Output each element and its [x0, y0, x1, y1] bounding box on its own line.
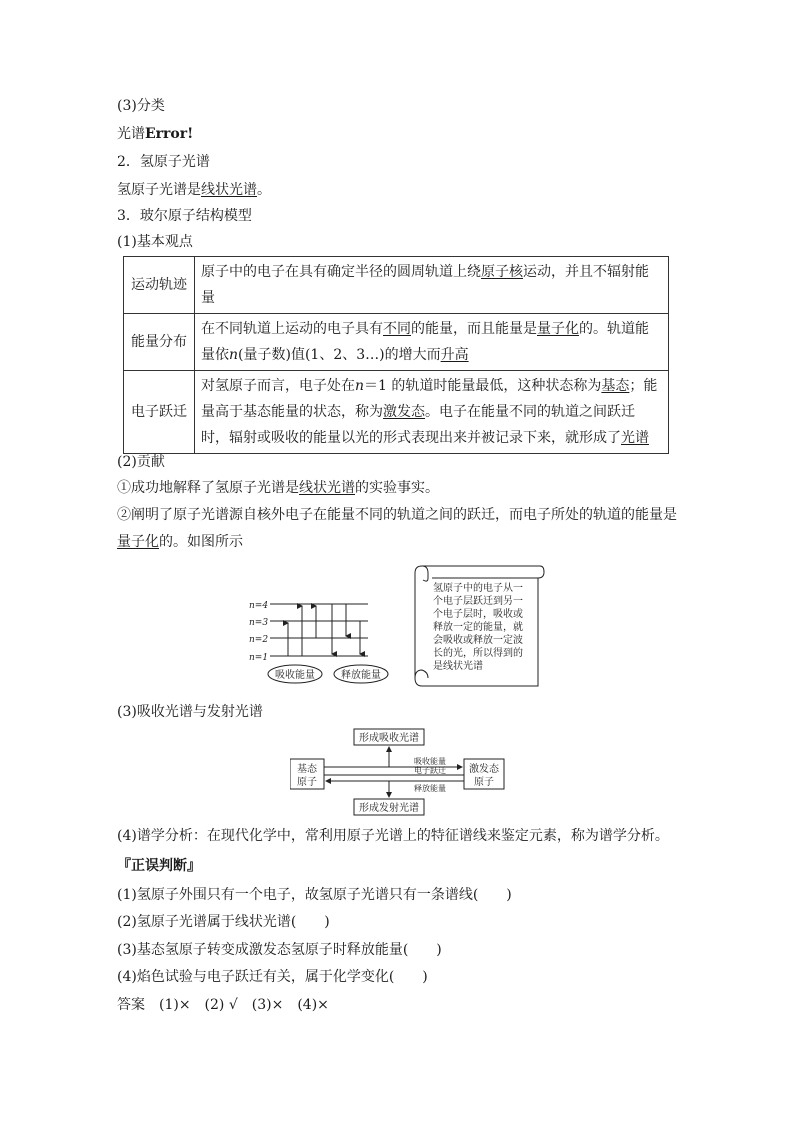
scroll-line: 会吸收或释放一定波 [433, 635, 523, 646]
basic-title: (1)基本观点 [117, 234, 193, 250]
energy-level-figure [240, 560, 550, 690]
top-box-label: 形成吸收光谱 [359, 733, 419, 744]
judge-title: 『正误判断』 [117, 858, 201, 874]
question-4: (4)焰色试验与电子跃迁有关，属于化学变化( ) [117, 969, 428, 985]
section-3b-title: (3)吸收光谱与发射光谱 [117, 704, 263, 720]
answer-line: 答案 (1)× (2) √ (3)× (4)× [117, 997, 329, 1013]
scroll-line: 个电子层时，吸收或 [433, 609, 523, 620]
section-3-title: (3)分类 [117, 98, 165, 114]
scroll-line: 长的光，所以得到的 [433, 648, 523, 659]
jump-label: 电子跃迁 [414, 766, 446, 775]
scroll-line: 个电子层跃迁到另一 [433, 596, 523, 607]
table-row [124, 371, 669, 454]
row-value: 在不同轨道上运动的电子具有不同的能量，而且能量是量子化的。轨道能量依n(量子数)值(1、2、3…)的增大而升高 [195, 314, 669, 371]
spectrum-prefix: 光谱 [117, 126, 145, 142]
level-label: n=3 [249, 618, 269, 628]
table-row [124, 314, 669, 371]
contrib-2-line1: ②阐明了原子光谱源自核外电子在能量不同的轨道之间的跃迁，而电子所处的轨道的能量是 [117, 507, 677, 523]
row-key: 电子跃迁 [124, 371, 195, 454]
bottom-box-label: 形成发射光谱 [359, 803, 419, 814]
spectrum-classification [117, 124, 193, 144]
spectroscopy-analysis: (4)谱学分析：在现代化学中，常利用原子光谱上的特征谱线来鉴定元素，称为谱学分析。 [117, 828, 669, 844]
h2-text: 氢原子光谱是线状光谱。 [117, 182, 271, 198]
ground-label-1: 基态 [297, 764, 317, 775]
scroll-line: 释放一定的能量，就 [433, 622, 523, 633]
row-key: 能量分布 [124, 314, 195, 371]
release-label: 释放能量 [341, 670, 381, 681]
level-label: n=4 [249, 601, 269, 611]
level-label: n=2 [249, 635, 269, 645]
contrib-title: (2)贡献 [117, 454, 165, 470]
table-row [124, 257, 669, 314]
row-key: 运动轨迹 [124, 257, 195, 314]
excited-label-1: 激发态 [469, 764, 499, 775]
absorb-energy-label: 吸收能量 [414, 757, 446, 766]
scroll-line: 氢原子中的电子从一 [433, 583, 523, 594]
question-3: (3)基态氢原子转变成激发态氢原子时释放能量( ) [117, 942, 442, 958]
bohr-table [123, 256, 669, 454]
answer-line-spectrum: 线状光谱 [201, 182, 257, 198]
level-label: n=1 [249, 653, 269, 663]
question-1: (1)氢原子外围只有一个电子，故氢原子光谱只有一条谱线( ) [117, 887, 512, 903]
ground-label-2: 原子 [297, 777, 317, 788]
contrib-1: ①成功地解释了氢原子光谱是线状光谱的实验事实。 [117, 480, 439, 496]
excited-label-2: 原子 [474, 777, 494, 788]
spectrum-flow-diagram [290, 725, 506, 817]
error-text: Error! [145, 126, 194, 142]
heading-2: 2．氢原子光谱 [117, 154, 210, 170]
scroll-line: 是线状光谱 [433, 661, 483, 672]
row-value: 原子中的电子在具有确定半径的圆周轨道上绕原子核运动，并且不辐射能量 [195, 257, 669, 314]
absorb-label: 吸收能量 [275, 670, 315, 681]
heading-3: 3．玻尔原子结构模型 [117, 208, 252, 224]
release-energy-label: 释放能量 [414, 784, 446, 793]
contrib-2-line2: 量子化的。如图所示 [117, 534, 243, 550]
row-value: 对氢原子而言，电子处在n＝1 的轨道时能量最低，这种状态称为基态；能量高于基态能量的状态，称为激发态。电子在能量不同的轨道之间跃迁时，辐射或吸收的能量以光的形式表现出来并被记录下来，就形成了光谱 [195, 371, 669, 454]
question-2: (2)氢原子光谱属于线状光谱( ) [117, 914, 330, 930]
